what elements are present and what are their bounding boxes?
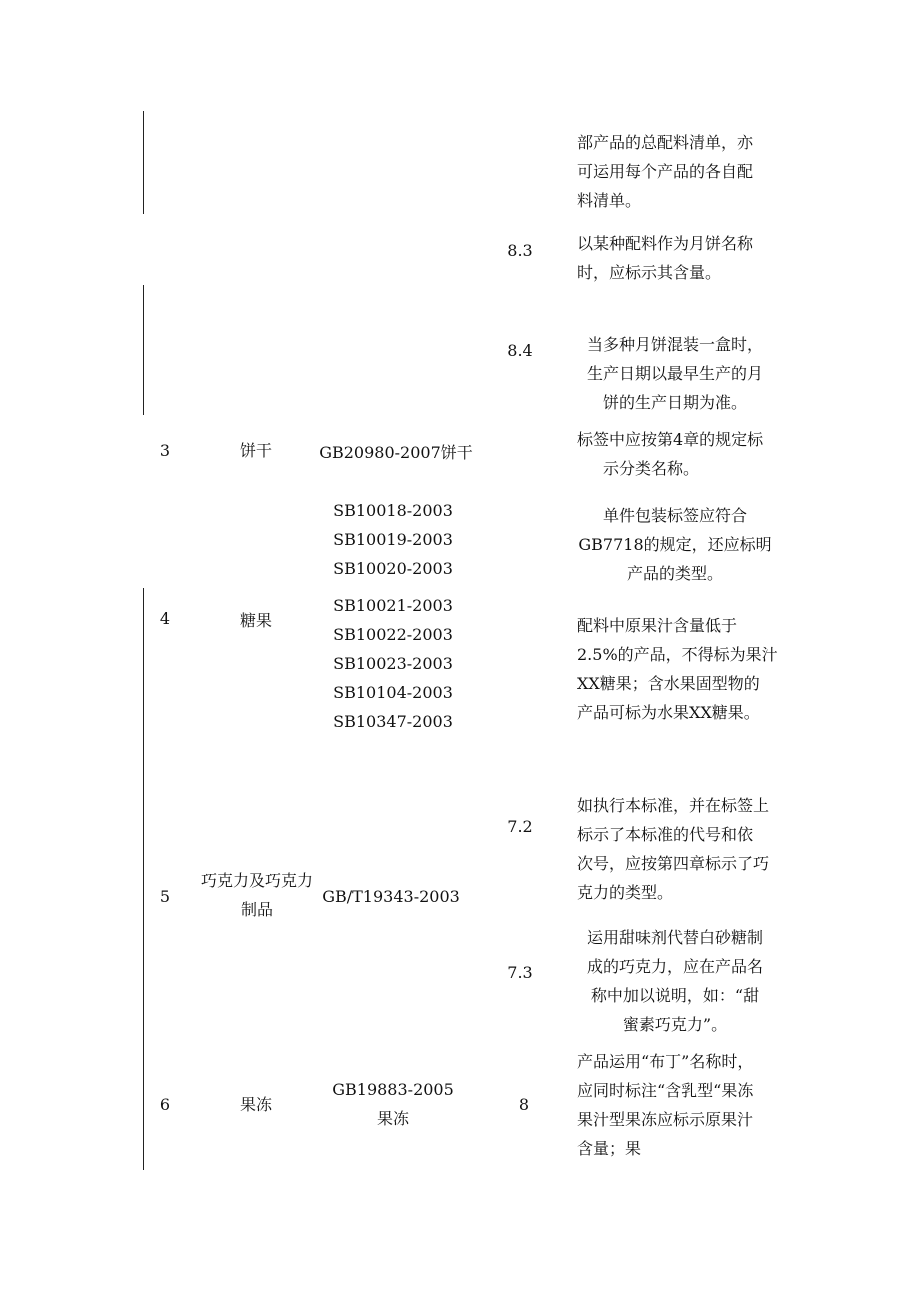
row-number: 3: [159, 441, 171, 460]
product-category: 果冻: [239, 1095, 272, 1114]
requirement-text: 如执行本标准，并在标签上 标示了本标准的代号和依 次号，应按第四章标示了巧 克力的类型。: [577, 796, 770, 902]
clause-number: 7.2: [507, 817, 533, 836]
row-number: 5: [159, 887, 171, 906]
clause-number: 8.3: [507, 241, 533, 260]
table-border-left: [143, 588, 144, 1170]
requirement-text: 配料中原果汁含量低于 2.5%的产品，不得标为果汁 XX糖果；含水果固型物的 产品可标为水果XX糖果。: [577, 616, 778, 722]
row-number: 6: [159, 1095, 171, 1114]
product-category: 糖果: [239, 611, 272, 630]
standard-code: GB19883-2005 果冻: [332, 1080, 454, 1128]
requirement-text: 标签中应按第4章的规定标 示分类名称。: [577, 430, 764, 478]
standard-code: GB20980-2007饼干: [319, 443, 473, 462]
requirement-text: 单件包装标签应符合 GB7718的规定，还应标明 产品的类型。: [578, 506, 772, 583]
clause-number: 7.3: [507, 963, 533, 982]
row-number: 4: [159, 609, 171, 628]
clause-number: 8: [518, 1095, 530, 1114]
table-border-left: [143, 111, 144, 214]
requirement-text: 部产品的总配料清单，亦 可运用每个产品的各自配 料清单。: [577, 133, 754, 210]
product-category: 饼干: [239, 441, 272, 460]
standard-code-list: SB10018-2003 SB10019-2003 SB10020-2003 SB10021-2003 SB10022-2003 SB10023-2003 SB10104-2003 SB10347-2003: [333, 501, 453, 731]
requirement-text: 以某种配料作为月饼名称 时，应标示其含量。: [577, 234, 754, 282]
table-border-left: [143, 285, 144, 415]
requirement-text: 当多种月饼混装一盒时， 生产日期以最早生产的月 饼的生产日期为准。: [586, 335, 763, 412]
product-category: 巧克力及巧克力 制品: [200, 871, 313, 919]
requirement-text: 运用甜味剂代替白砂糖制 成的巧克力，应在产品名 称中加以说明，如：“甜 蜜素巧克力”。: [586, 928, 763, 1034]
requirement-text: 产品运用“布丁”名称时， 应同时标注“含乳型“果冻 果汁型果冻应标示原果汁 含量；果: [577, 1052, 754, 1158]
clause-number: 8.4: [507, 341, 533, 360]
standard-code: GB/T19343-2003: [322, 887, 460, 906]
